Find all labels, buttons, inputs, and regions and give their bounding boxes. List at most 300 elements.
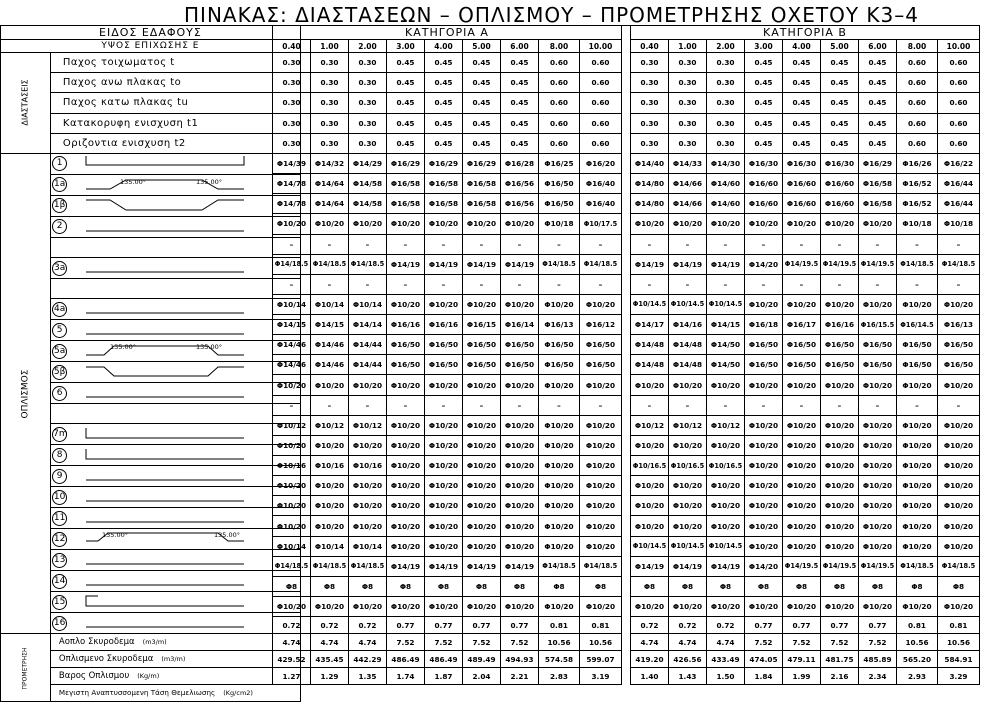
rebar-cell: Φ10/20 xyxy=(539,415,580,435)
quantity-cell: 0.81 xyxy=(897,617,938,634)
bar-shape-drawing xyxy=(68,466,296,484)
rebar-cell: Φ10/20 xyxy=(425,456,463,476)
rebar-cell: Φ10/20 xyxy=(425,597,463,617)
fill-height-value: 4.00 xyxy=(783,40,821,53)
rebar-cell: Φ10/20 xyxy=(501,476,539,496)
rebar-cell: Φ10/20 xyxy=(463,456,501,476)
rebar-cell: Φ14/18.5 xyxy=(897,254,938,274)
dimension-cell: 0.45 xyxy=(859,73,897,93)
rebar-cell: Φ14/66 xyxy=(669,194,707,214)
rebar-cell: Φ16/29 xyxy=(387,153,425,173)
bar-shape-drawing xyxy=(68,508,296,526)
rebar-cell: – xyxy=(580,274,622,294)
rebar-cell: Φ8 xyxy=(938,576,980,596)
rebar-cell: Φ10/20 xyxy=(707,214,745,234)
rebar-cell: Φ10/20 xyxy=(501,415,539,435)
bar-shape-drawing xyxy=(68,341,296,359)
quantity-cell: 479.11 xyxy=(783,651,821,668)
bar-number-cell xyxy=(50,445,68,466)
bar-number: 1a xyxy=(52,177,67,192)
rebar-cell: Φ8 xyxy=(707,576,745,596)
rebar-cell: – xyxy=(783,395,821,415)
fill-height-value: 0.40 xyxy=(273,40,311,53)
dimension-cell: 0.45 xyxy=(821,53,859,73)
rebar-cell: Φ16/50 xyxy=(425,335,463,355)
dimension-cell: 0.45 xyxy=(783,93,821,113)
rebar-cell: Φ16/50 xyxy=(463,335,501,355)
bar-shape-drawing xyxy=(68,424,296,442)
rebar-cell: Φ14/48 xyxy=(631,335,669,355)
rebar-cell: – xyxy=(387,274,425,294)
rebar-cell: Φ10/20 xyxy=(501,516,539,536)
rebar-cell: Φ14/15 xyxy=(707,315,745,335)
dimension-cell: 0.45 xyxy=(821,113,859,133)
rebar-cell: Φ10/14 xyxy=(311,294,349,314)
rebar-cell: Φ16/50 xyxy=(745,335,783,355)
dimension-cell: 0.45 xyxy=(387,73,425,93)
bar-shape-drawing xyxy=(68,258,296,276)
rebar-cell: Φ14/80 xyxy=(631,194,669,214)
bar-number: 8 xyxy=(52,448,67,463)
quantity-cell: 7.52 xyxy=(821,634,859,651)
rebar-cell: Φ14/19.5 xyxy=(783,556,821,576)
rebar-cell: Φ10/20 xyxy=(897,435,938,455)
rebar-cell: Φ10/20 xyxy=(425,476,463,496)
dimension-cell: 0.45 xyxy=(859,93,897,113)
rebar-cell: Φ10/20 xyxy=(463,375,501,395)
quantity-cell: 2.04 xyxy=(463,668,501,685)
rebar-cell: Φ10/20 xyxy=(745,456,783,476)
dimension-cell: 0.60 xyxy=(539,93,580,113)
rebar-cell: Φ16/50 xyxy=(425,355,463,375)
bar-shape-cell xyxy=(68,508,300,529)
rebar-cell: Φ10/20 xyxy=(821,476,859,496)
rebar-cell: Φ10/20 xyxy=(745,214,783,234)
section-reinforcement-label xyxy=(1,153,51,633)
quantity-cell: 1.87 xyxy=(425,668,463,685)
rebar-cell: Φ10/20 xyxy=(745,415,783,435)
rebar-cell: Φ16/16 xyxy=(821,315,859,335)
fill-height-value: 6.00 xyxy=(501,40,539,53)
quantity-cell: 4.74 xyxy=(631,634,669,651)
quantity-cell: 0.72 xyxy=(707,617,745,634)
dimension-cell: 0.30 xyxy=(273,113,311,133)
rebar-cell: Φ10/20 xyxy=(669,516,707,536)
rebar-cell: – xyxy=(425,274,463,294)
rebar-cell: – xyxy=(821,234,859,254)
rebar-cell: – xyxy=(349,234,387,254)
rebar-cell: Φ16/50 xyxy=(580,335,622,355)
rebar-cell: – xyxy=(273,234,311,254)
rebar-cell: Φ16/50 xyxy=(580,355,622,375)
rebar-cell: Φ14/40 xyxy=(631,153,669,173)
rebar-cell: Φ14/58 xyxy=(349,174,387,194)
rebar-cell: Φ16/50 xyxy=(859,355,897,375)
rebar-cell: Φ16/58 xyxy=(387,174,425,194)
rebar-cell: Φ16/50 xyxy=(897,355,938,375)
quantity-cell: 1.99 xyxy=(783,668,821,685)
fill-height-value: 4.00 xyxy=(425,40,463,53)
rebar-cell: Φ16/58 xyxy=(463,194,501,214)
rebar-cell: – xyxy=(859,234,897,254)
rebar-cell: Φ10/20 xyxy=(783,496,821,516)
fill-height-value: 8.00 xyxy=(539,40,580,53)
rebar-cell: Φ14/19 xyxy=(669,254,707,274)
bar-shape-cell xyxy=(68,592,300,613)
rebar-cell: Φ14/33 xyxy=(669,153,707,173)
category-header: ΚΑΤΗΓΟΡΙΑ Β xyxy=(631,26,980,40)
rebar-cell: Φ16/50 xyxy=(501,355,539,375)
quantity-cell: 7.52 xyxy=(501,634,539,651)
rebar-cell: Φ14/19 xyxy=(425,556,463,576)
rebar-cell: Φ8 xyxy=(311,576,349,596)
rebar-cell: Φ10/20 xyxy=(669,214,707,234)
rebar-cell: Φ16/60 xyxy=(745,194,783,214)
quantity-cell: 7.52 xyxy=(387,634,425,651)
rebar-cell: Φ10/20 xyxy=(463,536,501,556)
rebar-cell: Φ10/20 xyxy=(783,435,821,455)
rebar-cell: Φ16/30 xyxy=(821,153,859,173)
rebar-cell: – xyxy=(463,274,501,294)
bar-number-cell xyxy=(50,299,68,320)
rebar-cell: Φ16/29 xyxy=(859,153,897,173)
rebar-cell: Φ10/20 xyxy=(859,516,897,536)
dimension-cell: 0.45 xyxy=(463,133,501,153)
rebar-cell: Φ14/19 xyxy=(387,254,425,274)
fill-height-value: 5.00 xyxy=(463,40,501,53)
rebar-cell: Φ10/14 xyxy=(311,536,349,556)
rebar-cell: Φ16/14 xyxy=(501,315,539,335)
rebar-cell: – xyxy=(425,234,463,254)
section-quantities-label xyxy=(1,634,51,702)
rebar-cell: Φ16/58 xyxy=(425,194,463,214)
rebar-cell: Φ14/46 xyxy=(311,355,349,375)
bar-number-cell xyxy=(50,320,68,341)
rebar-cell: Φ14/80 xyxy=(631,174,669,194)
bar-number: 1 xyxy=(52,156,67,171)
rebar-cell: Φ14/18.5 xyxy=(273,254,311,274)
table-title-text: ΠΙΝΑΚΑΣ: ΔΙΑΣΤΑΣΕΩΝ – ΟΠΛΙΣΜΟΥ – ΠΡΟΜΕΤΡΗΣΗΣ ΟΧΕΤΟΥ Κ3–4 xyxy=(184,3,919,27)
dimension-cell: 0.60 xyxy=(539,113,580,133)
bar-shape-drawing xyxy=(68,217,296,235)
rebar-cell: Φ10/20 xyxy=(463,415,501,435)
rebar-cell: Φ14/44 xyxy=(349,355,387,375)
dimension-cell: 0.30 xyxy=(349,73,387,93)
bar-number: 6 xyxy=(52,386,67,401)
fill-height-value: 1.00 xyxy=(669,40,707,53)
rebar-cell: Φ16/16 xyxy=(387,315,425,335)
rebar-cell: – xyxy=(311,234,349,254)
rebar-cell: Φ10/14 xyxy=(273,536,311,556)
fill-height-value: 1.00 xyxy=(311,40,349,53)
rebar-cell: Φ10/20 xyxy=(897,415,938,435)
dimension-cell: 0.60 xyxy=(938,73,980,93)
rebar-cell: Φ10/20 xyxy=(349,516,387,536)
rebar-cell: Φ16/50 xyxy=(745,355,783,375)
rebar-cell: Φ10/14 xyxy=(273,294,311,314)
rebar-cell: Φ16/60 xyxy=(783,174,821,194)
rebar-cell: Φ16/50 xyxy=(897,335,938,355)
rebar-cell: Φ16/50 xyxy=(783,355,821,375)
rebar-cell: Φ10/20 xyxy=(631,375,669,395)
rebar-cell: Φ8 xyxy=(821,576,859,596)
rebar-cell: Φ10/20 xyxy=(387,375,425,395)
rebar-cell: Φ10/20 xyxy=(859,496,897,516)
rebar-cell: Φ10/20 xyxy=(273,435,311,455)
dimension-cell: 0.45 xyxy=(463,113,501,133)
rebar-cell: Φ10/20 xyxy=(349,214,387,234)
rebar-cell: Φ10/20 xyxy=(580,435,622,455)
rebar-cell: Φ16/15 xyxy=(463,315,501,335)
rebar-cell: Φ10/20 xyxy=(821,456,859,476)
rebar-cell: Φ10/20 xyxy=(463,476,501,496)
rebar-cell: Φ10/20 xyxy=(311,476,349,496)
rebar-cell: Φ10/20 xyxy=(387,415,425,435)
rebar-cell: Φ14/60 xyxy=(707,194,745,214)
dimension-cell: 0.60 xyxy=(897,53,938,73)
rebar-cell: Φ10/20 xyxy=(580,294,622,314)
rebar-cell: Φ14/19 xyxy=(387,556,425,576)
rebar-cell: – xyxy=(349,395,387,415)
category-b-table xyxy=(630,25,980,685)
bar-number-cell xyxy=(50,508,68,529)
rebar-cell: Φ16/20 xyxy=(580,153,622,173)
rebar-cell: – xyxy=(387,395,425,415)
dimension-cell: 0.45 xyxy=(425,53,463,73)
rebar-cell: Φ8 xyxy=(897,576,938,596)
rebar-cell: Φ10/14.5 xyxy=(631,294,669,314)
bar-shape-cell xyxy=(68,258,300,279)
rebar-cell: Φ16/56 xyxy=(501,194,539,214)
rebar-cell: – xyxy=(859,395,897,415)
rebar-cell: Φ14/64 xyxy=(311,174,349,194)
rebar-cell: Φ14/15 xyxy=(273,315,311,335)
bar-number: 3a xyxy=(52,261,67,276)
rebar-cell: – xyxy=(821,274,859,294)
rebar-cell: Φ10/20 xyxy=(631,476,669,496)
rebar-cell: Φ10/20 xyxy=(897,516,938,536)
rebar-cell: Φ10/16 xyxy=(349,456,387,476)
left-labels-table xyxy=(0,25,301,702)
bend-angle-label: 135.00° xyxy=(120,177,147,186)
bar-number: 13 xyxy=(52,553,67,568)
dimension-cell: 0.45 xyxy=(387,53,425,73)
quantity-cell: 474.05 xyxy=(745,651,783,668)
bar-shape-cell xyxy=(68,487,300,508)
table-title xyxy=(0,3,981,25)
rebar-cell: Φ10/20 xyxy=(745,496,783,516)
rebar-cell: Φ10/20 xyxy=(859,415,897,435)
fill-height-value: 2.00 xyxy=(707,40,745,53)
rebar-cell: Φ10/20 xyxy=(783,294,821,314)
rebar-cell: Φ10/18 xyxy=(539,214,580,234)
rebar-cell: Φ10/20 xyxy=(897,456,938,476)
dimension-cell: 0.30 xyxy=(349,133,387,153)
quantity-cell: 10.56 xyxy=(539,634,580,651)
rebar-cell: Φ10/20 xyxy=(938,496,980,516)
bend-angle-label: 135.00° xyxy=(102,531,129,540)
bar-shape-cell xyxy=(68,466,300,487)
rebar-cell: Φ8 xyxy=(783,576,821,596)
rebar-cell: Φ16/25 xyxy=(539,153,580,173)
quantity-cell: 0.72 xyxy=(631,617,669,634)
rebar-cell: Φ10/18 xyxy=(897,214,938,234)
rebar-cell: – xyxy=(580,395,622,415)
dimension-cell: 0.45 xyxy=(425,133,463,153)
rebar-cell: Φ14/18.5 xyxy=(580,254,622,274)
quantity-cell: 7.52 xyxy=(463,634,501,651)
rebar-cell: Φ14/19 xyxy=(707,556,745,576)
quantity-cell: 2.16 xyxy=(821,668,859,685)
quantity-cell: 0.72 xyxy=(311,617,349,634)
rebar-cell: Φ10/20 xyxy=(425,214,463,234)
dimension-cell: 0.30 xyxy=(707,93,745,113)
rebar-cell: Φ10/20 xyxy=(938,516,980,536)
rebar-cell: Φ16/60 xyxy=(821,174,859,194)
rebar-cell: Φ10/20 xyxy=(745,375,783,395)
rebar-cell: Φ16/60 xyxy=(745,174,783,194)
category-a-table xyxy=(272,25,622,685)
fill-height-value: 3.00 xyxy=(387,40,425,53)
rebar-cell: Φ10/20 xyxy=(821,496,859,516)
quantity-cell: 0.77 xyxy=(821,617,859,634)
dimension-cell: 0.60 xyxy=(539,73,580,93)
quantity-cell: 0.77 xyxy=(425,617,463,634)
rebar-cell: Φ16/30 xyxy=(783,153,821,173)
rebar-cell: – xyxy=(539,395,580,415)
rebar-cell: Φ14/19 xyxy=(425,254,463,274)
rebar-cell: Φ10/20 xyxy=(387,597,425,617)
bar-shape-cell xyxy=(68,383,300,404)
rebar-cell: Φ10/20 xyxy=(501,496,539,516)
rebar-cell: Φ14/39 xyxy=(273,153,311,173)
quantity-cell: 485.89 xyxy=(859,651,897,668)
quantity-cell: 0.77 xyxy=(463,617,501,634)
rebar-cell: Φ14/19.5 xyxy=(783,254,821,274)
rebar-cell: Φ8 xyxy=(859,576,897,596)
bend-angle-label: 135.00° xyxy=(196,177,223,186)
dimension-cell: 0.45 xyxy=(859,133,897,153)
dimension-cell: 0.45 xyxy=(501,133,539,153)
rebar-cell: Φ14/18.5 xyxy=(539,556,580,576)
rebar-cell: Φ16/13 xyxy=(539,315,580,335)
bar-number-cell xyxy=(50,279,68,299)
rebar-cell: Φ16/60 xyxy=(783,194,821,214)
quantity-cell: 419.20 xyxy=(631,651,669,668)
rebar-cell: Φ16/30 xyxy=(745,153,783,173)
rebar-cell: Φ10/20 xyxy=(859,456,897,476)
rebar-cell: Φ10/20 xyxy=(669,597,707,617)
rebar-cell: Φ10/20 xyxy=(783,597,821,617)
quantity-cell: 481.75 xyxy=(821,651,859,668)
rebar-cell: Φ16/29 xyxy=(425,153,463,173)
bar-shape-drawing xyxy=(68,196,296,214)
quantity-cell: 489.49 xyxy=(463,651,501,668)
rebar-cell: – xyxy=(273,395,311,415)
rebar-cell: Φ16/50 xyxy=(387,355,425,375)
bar-number-cell xyxy=(50,487,68,508)
fill-height-value: 0.40 xyxy=(631,40,669,53)
rebar-cell: Φ10/16 xyxy=(273,456,311,476)
rebar-cell: Φ10/20 xyxy=(580,476,622,496)
rebar-cell: Φ14/16 xyxy=(669,315,707,335)
dimension-cell: 0.30 xyxy=(273,93,311,113)
quantity-cell: 2.83 xyxy=(539,668,580,685)
rebar-cell: Φ10/20 xyxy=(707,496,745,516)
quantity-cell: 7.52 xyxy=(783,634,821,651)
soil-type-header: ΕΙΔΟΣ ΕΔΑΦΟΥΣ xyxy=(1,26,301,40)
rebar-cell: – xyxy=(501,274,539,294)
rebar-cell: Φ10/20 xyxy=(539,435,580,455)
rebar-cell: Φ10/16.5 xyxy=(669,456,707,476)
rebar-cell: Φ10/20 xyxy=(580,496,622,516)
bar-number-cell xyxy=(50,237,68,257)
rebar-cell: Φ14/50 xyxy=(707,335,745,355)
rebar-cell: – xyxy=(745,274,783,294)
rebar-cell: – xyxy=(745,395,783,415)
rebar-cell: Φ14/18.5 xyxy=(580,556,622,576)
rebar-cell: Φ10/20 xyxy=(631,597,669,617)
rebar-cell: Φ10/20 xyxy=(707,516,745,536)
rebar-cell: Φ8 xyxy=(669,576,707,596)
quantity-cell: 1.35 xyxy=(349,668,387,685)
rebar-cell: – xyxy=(897,395,938,415)
dimension-cell: 0.60 xyxy=(580,73,622,93)
rebar-cell: Φ10/20 xyxy=(707,597,745,617)
quantity-cell: 4.74 xyxy=(349,634,387,651)
quantity-cell: 599.07 xyxy=(580,651,622,668)
rebar-cell: Φ14/78 xyxy=(273,194,311,214)
quantity-cell: 426.56 xyxy=(669,651,707,668)
rebar-cell: Φ10/20 xyxy=(580,536,622,556)
bar-shape-cell xyxy=(68,216,300,237)
bar-number-cell xyxy=(50,592,68,613)
rebar-cell: Φ16/16 xyxy=(425,315,463,335)
rebar-cell: Φ14/17 xyxy=(631,315,669,335)
rebar-cell: Φ14/18.5 xyxy=(349,556,387,576)
dimension-cell: 0.60 xyxy=(897,93,938,113)
rebar-cell: Φ14/29 xyxy=(349,153,387,173)
rebar-cell: Φ10/12 xyxy=(631,415,669,435)
rebar-cell: Φ10/20 xyxy=(821,536,859,556)
quantity-cell: 2.21 xyxy=(501,668,539,685)
rebar-cell: Φ10/20 xyxy=(425,536,463,556)
dimension-cell: 0.30 xyxy=(631,73,669,93)
dimension-cell: 0.30 xyxy=(707,53,745,73)
rebar-cell: Φ10/20 xyxy=(539,476,580,496)
rebar-cell: – xyxy=(938,395,980,415)
rebar-cell: Φ10/20 xyxy=(539,536,580,556)
rebar-cell: Φ10/20 xyxy=(387,435,425,455)
rebar-cell: Φ14/66 xyxy=(669,174,707,194)
section-reinforcement-text: ΟΠΛΙΣΜΟΣ xyxy=(20,369,31,419)
quantity-cell: 0.77 xyxy=(387,617,425,634)
dimension-cell: 0.45 xyxy=(783,133,821,153)
rebar-cell: Φ16/56 xyxy=(501,174,539,194)
bar-shape-cell xyxy=(68,613,300,634)
rebar-cell: Φ16/50 xyxy=(463,355,501,375)
bar-number-cell xyxy=(50,424,68,445)
rebar-cell: – xyxy=(311,395,349,415)
bar-number-cell xyxy=(50,613,68,634)
dimension-row-label: Παχος τοιχωματος t xyxy=(50,53,300,73)
dimension-cell: 0.30 xyxy=(707,133,745,153)
rebar-cell: Φ10/20 xyxy=(669,375,707,395)
rebar-cell: Φ16/58 xyxy=(463,174,501,194)
bar-number-cell xyxy=(50,216,68,237)
dimension-cell: 0.30 xyxy=(311,93,349,113)
rebar-cell: Φ10/20 xyxy=(273,496,311,516)
